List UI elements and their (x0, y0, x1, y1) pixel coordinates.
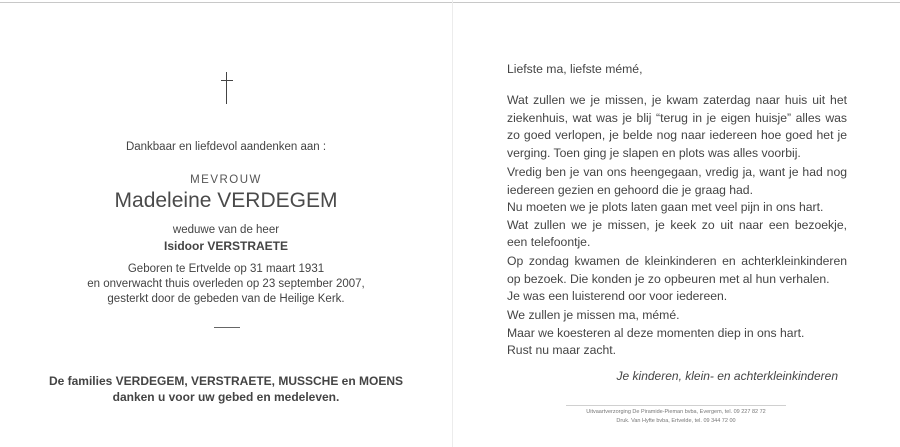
families-thanks: De families VERDEGEM, VERSTRAETE, MUSSCHE en MOENS (48, 374, 404, 388)
card-fold (452, 0, 453, 447)
birth-line: Geboren te Ertvelde op 31 maart 1931 (127, 263, 325, 275)
greeting: Liefste ma, liefste mémé, (507, 62, 643, 76)
signature: Je kinderen, klein- en achterkleinkinderen (616, 369, 838, 383)
deceased-name: Madeleine VERDEGEM (114, 189, 338, 212)
cross-icon (220, 72, 234, 104)
paragraph-2: Vredig ben je van ons heengegaan, vredig ja, want je had nog iedereen gezien en gehoord die je graag had. Nu moeten we je plots laten gaan met veel pijn in ons hart. Wat zullen we je missen, je keek zo uit naar een bezoekje, een telefoontje. (507, 165, 847, 249)
thanks-line: danken u voor uw gebed en medeleven. (112, 390, 340, 404)
honorific: MEVROUW (190, 174, 262, 186)
spouse-name: Isidoor VERSTRAETE (163, 239, 288, 253)
separator-dash (214, 327, 240, 328)
paragraph-3: Op zondag kwamen de kleinkinderen en achterkleinkinderen op bezoek. Die konden je zo opbeuren met al hun verhalen. Je was een luisterend oor voor iedereen. (507, 254, 847, 303)
paragraph-4: We zullen je missen ma, mémé. Maar we koesteren al deze momenten diep in ons hart. Rust nu maar zacht. (507, 308, 805, 357)
paragraph-1: Wat zullen we je missen, je kwam zaterdag naar huis uit het ziekenhuis, wat was je blij “terug in je eigen huisje” alles was zo goed verlopen, je belde nog naar iedereen hoe goed het je verging. Toen ging je slapen en plots was alles voorbij. (507, 93, 847, 160)
sacraments-line: gesterkt door de gebeden van de Heilige Kerk. (107, 293, 345, 305)
widow-of: weduwe van de heer (172, 224, 280, 236)
printer-credit-1: Uitvaartverzorging De Piramide-Pieman bvba, Evergem, tel. 09 227 82 72 (586, 409, 766, 415)
printer-rule (566, 405, 786, 406)
intro-text: Dankbaar en liefdevol aandenken aan : (125, 141, 327, 153)
death-line: en onverwacht thuis overleden op 23 september 2007, (87, 278, 365, 290)
printer-credit-2: Druk. Van Hyfte bvba, Ertvelde, tel. 09 344 72 00 (616, 418, 736, 424)
